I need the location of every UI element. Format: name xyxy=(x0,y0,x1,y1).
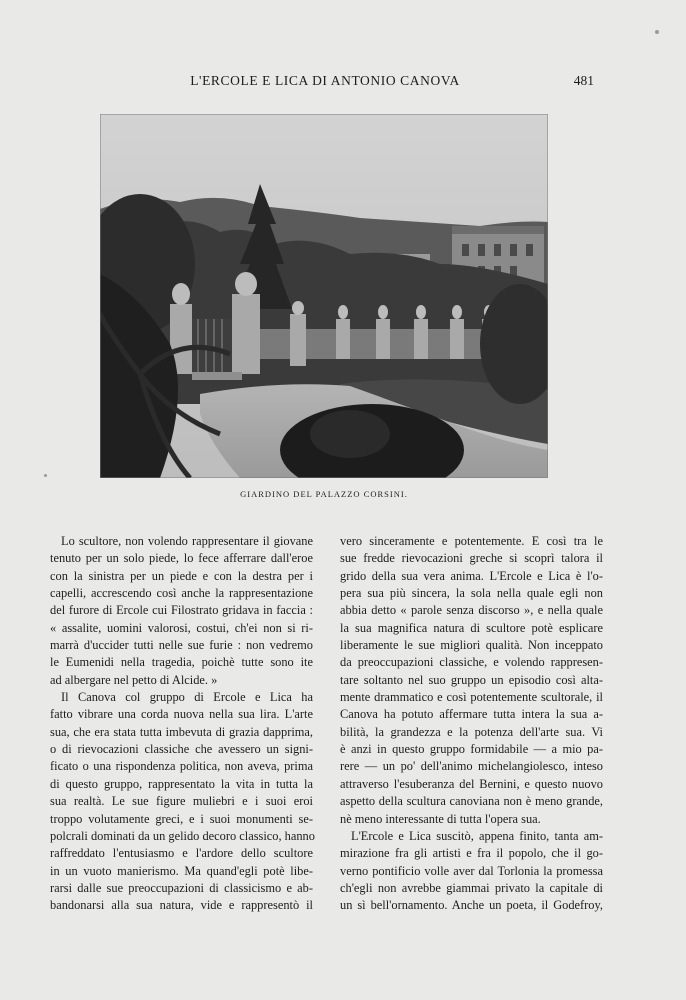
text-line: ficato o una rispondenza politica, non aveva, prima xyxy=(50,759,313,774)
left-text-column xyxy=(50,533,313,915)
right-text-column xyxy=(340,533,603,915)
text-line: mirazione fra gli artisti e fra il popolo, che il go- xyxy=(340,846,603,861)
text-line: è anzi in questo gruppo formidabile — a mio pa- xyxy=(340,742,603,757)
text-line: in un vuoto manierismo. Ma quand'egli potè libe- xyxy=(50,863,313,878)
text-line: o di rievocazioni classiche che avessero un signi- xyxy=(50,742,313,757)
text-line: ch'egli non avrebbe giammai privato la capitale di xyxy=(340,880,603,895)
text-line: attraverso l'esuberanza del Bernini, e questo nuovo xyxy=(340,776,603,791)
text-line: Il Canova col gruppo di Ercole e Lica ha xyxy=(61,690,313,705)
text-line: troppo volutamente greci, e i suoi monumenti se- xyxy=(50,811,313,826)
paper-speck xyxy=(44,474,47,477)
text-line: vero sinceramente e potentemente. E così tra le xyxy=(340,534,603,548)
text-line: di questo gruppo, rappresentato la vita in tutta la xyxy=(50,776,313,791)
text-line: Canova ha potuto affermare tutta intera la sua a- xyxy=(340,707,603,722)
text-line: tenuto per un solo piede, lo fece afferrare dall'eroe xyxy=(50,551,313,566)
text-line: rere — un po' dell'animo michelangiolesco, inteso xyxy=(340,759,603,774)
garden-photograph xyxy=(100,114,548,478)
text-line: polcrali dominati da un gelido decoro classico, hanno xyxy=(50,828,315,843)
text-line: con la sinistra per un piede e con la destra per i xyxy=(50,568,313,583)
text-line: aspetto della scultura canoviana non è meno grande, xyxy=(340,794,603,809)
text-line: sua, che era stata tutta imbevuta di grazia dapprima, xyxy=(50,724,313,739)
text-line: grido della sua vera anima. L'Ercole e Lica è l'o- xyxy=(340,568,603,583)
text-line: pera sua più sincera, la sola nella quale egli non xyxy=(340,586,603,601)
text-line: da preoccupazioni classiche, e volendo rappresen- xyxy=(340,655,603,670)
paper-speck xyxy=(655,30,659,34)
text-line: fatto vibrare una corda nuova nella sua lira. L'arte xyxy=(50,707,313,722)
text-line: sua realtà. Le sue figure muliebri e i suoi eroi xyxy=(50,794,313,809)
text-line: la sua magnifica natura di scultore potè esplicare xyxy=(340,620,603,635)
running-title: L'ERCOLE E LICA DI ANTONIO CANOVA xyxy=(190,73,460,88)
text-line: marrà d'uccider tutti nelle sue furie : non vedremo xyxy=(50,638,313,653)
text-line: Lo scultore, non volendo rappresentare il giovane xyxy=(61,534,313,548)
text-line: del furore di Ercole cui Filostrato gridava in faccia : xyxy=(50,603,313,618)
figure-caption: GIARDINO DEL PALAZZO CORSINI. xyxy=(240,489,408,499)
text-line: bandonarsi alla sua natura, vide e rappresentò il xyxy=(50,898,313,913)
text-line: verno pontificio volle aver dal Torlonia la promessa xyxy=(340,863,603,878)
text-line: tare soltanto nel suo gruppo un episodio così alta- xyxy=(340,672,603,687)
text-line: un sì bell'ornamento. Anche un poeta, il Godefroy, xyxy=(340,898,603,913)
text-line: rarsi dalle sue preoccupazioni di classicismo e ab- xyxy=(50,880,313,895)
text-line: le Eumenidi nella tragedia, poichè tutte sono ite xyxy=(50,655,313,670)
text-line: L'Ercole e Lica suscitò, appena finito, tanta am- xyxy=(351,828,603,843)
text-line: bilità, la grandezza e la potenza dell'arte sua. Vi xyxy=(340,724,603,739)
text-line: capelli, accrescendo così anche la rappresentazione xyxy=(50,586,313,601)
text-line: raffreddato l'entusiasmo e l'ardore dello scultore xyxy=(50,846,313,861)
text-line: liberamente le sue migliori qualità. Non inceppato xyxy=(340,638,603,653)
text-line: mente drammatico e così potentemente scultorale, il xyxy=(340,690,603,705)
text-line: « assalite, uomini valorosi, costui, ch'ei non si ri- xyxy=(50,620,313,635)
page-number: 481 xyxy=(573,73,594,88)
text-line: abbia detto « parole senza discorso », e nella quale xyxy=(340,603,603,618)
text-line: ad albergare nel petto di Alcide. » xyxy=(50,672,218,687)
text-line: sue fredde rievocazioni greche si scoprì talora il xyxy=(340,551,603,566)
text-line: nè meno interessante di tutta l'opera sua. xyxy=(340,811,541,826)
